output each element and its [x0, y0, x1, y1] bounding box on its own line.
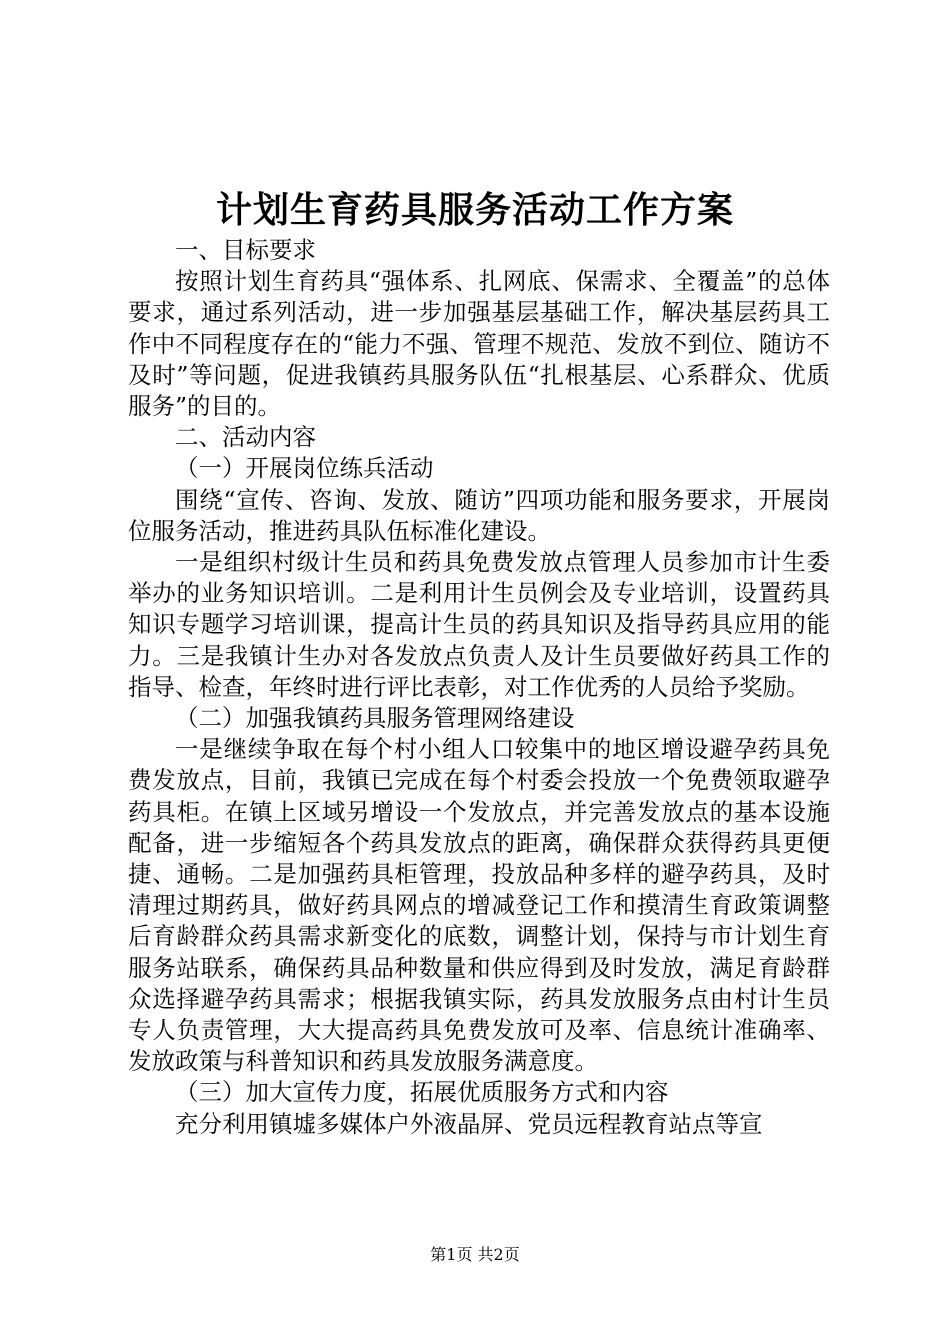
page-footer: 第1页 共2页: [430, 1245, 520, 1264]
subsection-heading-publicity: （三）加大宣传力度，拓展优质服务方式和内容: [175, 1078, 669, 1107]
document-title: 计划生育药具服务活动工作方案: [215, 189, 734, 231]
section-heading-activities: 二、活动内容: [175, 423, 316, 452]
subsection-heading-network: （二）加强我镇药具服务管理网络建设: [175, 704, 575, 733]
paragraph-training-intro: 围绕“宣传、咨询、发放、随访”四项功能和服务要求，开展岗位服务活动，推进药具队伍标准化建设。: [128, 485, 830, 545]
subsection-heading-training: （一）开展岗位练兵活动: [175, 454, 434, 483]
paragraph-goals: 按照计划生育药具“强体系、扎网底、保需求、全覆盖”的总体要求，通过系列活动，进一步加强基层基础工作，解决基层药具工作中不同程度存在的“能力不强、管理不规范、发放不到位、随访不及时”等问题，促进我镇药具服务队伍“扎根基层、心系群众、优质服务”的目的。: [128, 267, 830, 421]
paragraph-training-details: 一是组织村级计生员和药具免费发放点管理人员参加市计生委举办的业务知识培训。二是利用计生员例会及专业培训，设置药具知识专题学习培训课，提高计生员的药具知识及指导药具应用的能力。三是我镇计生办对各发放点负责人及计生员要做好药具工作的指导、检查，年终时进行评比表彰，对工作优秀的人员给予奖励。: [128, 548, 830, 701]
section-heading-goals: 一、目标要求: [175, 236, 316, 264]
paragraph-publicity: 充分利用镇墟多媒体户外液晶屏、党员远程教育站点等宣: [175, 1109, 763, 1138]
document-body: [128, 235, 830, 1140]
paragraph-network-details: 一是继续争取在每个村小组人口较集中的地区增设避孕药具免费发放点，目前，我镇已完成在每个村委会投放一个免费领取避孕药具柜。在镇上区域另增设一个发放点，并完善发放点的基本设施配备，进一步缩短各个药具发放点的距离，确保群众获得药具更便捷、通畅。二是加强药具柜管理，投放品种多样的避孕药具，及时清理过期药具，做好药具网点的增减登记工作和摸清生育政策调整后育龄群众药具需求新变化的底数，调整计划，保持与市计划生育服务站联系，确保药具品种数量和供应得到及时发放，满足育龄群众选择避孕药具需求；根据我镇实际，药具发放服务点由村计生员专人负责管理，大大提高药具免费发放可及率、信息统计准确率、发放政策与科普知识和药具发放服务满意度。: [128, 735, 830, 1076]
